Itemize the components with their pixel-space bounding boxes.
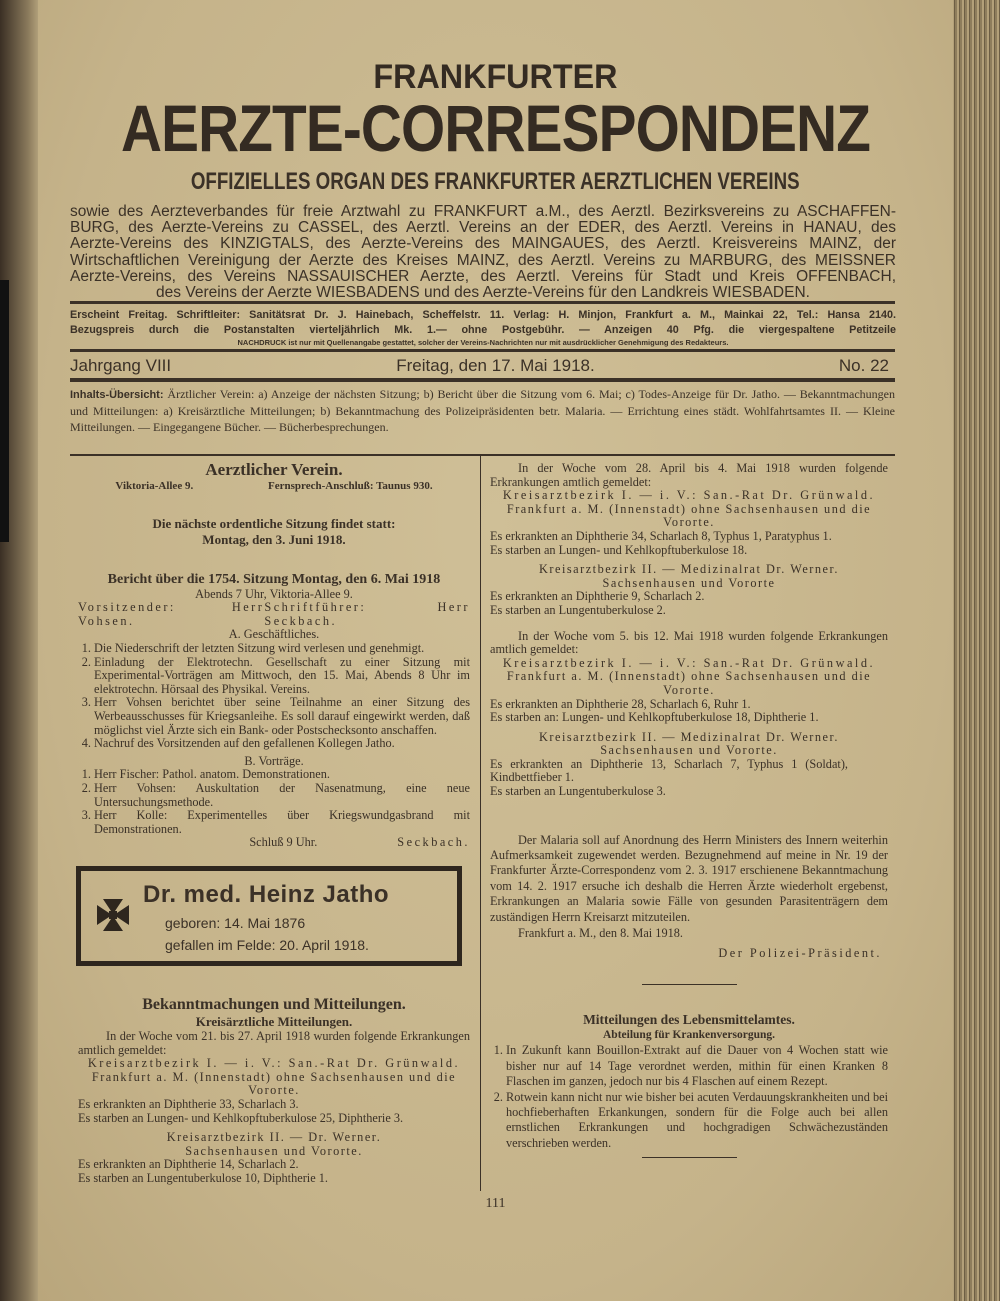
cases: Es erkrankten an Diphtherie 34, Scharlach 8, Typhus 1, Paratyphus 1. [490,528,832,543]
obituary-box [76,866,462,966]
section-heading: Aerztlicher Verein. [205,460,343,479]
paragraph: In der Woche vom 21. bis 27. April 1918 wurden folgende Erkrankungen amtlich gemeldet: [78,1029,470,1057]
imprint [70,308,896,348]
list-item: 2. Rotwein kann nicht nur wie bisher bei acuten Verdauungskrankheiten und bei hochfieberhaften Erkankungen, sondern für die Folge auch bei allen ernstlichen Erkrankungen und hochgradigen Schwächezuständen verschrieben werden. [506,1090,888,1152]
obituary-born: geboren: 14. Mai 1876 [165,915,306,931]
divider [70,349,895,352]
contents-text: Ärztlicher Verein: a) Anzeige der nächsten Sitzung; b) Bericht über die Sitzung vom 6. Mai; c) Todes-Anzeige für Dr. Jatho. — Bekanntmachungen und Mitteilungen: a) Kreisärztliche Mitteilungen; b) Bekanntmachung des Polizeipräsidenten betr. Malaria. — Errichtung eines städt. Wohlfahrtsamtes II. — Kleine Mitteilungen. — Eingegangene Bücher. — Bücherbesprechungen. [70,387,896,434]
affiliation-line: sowie des Aerzteverbandes für freie Arztwahl zu FRANKFURT a.M., des Aerztl. Bezirksvereins zu ASCHAFFEN- [70,203,896,220]
deaths: Es starben an Lungen- und Kehlkopftuberkulose 25, Diphtherie 3. [78,1110,404,1125]
area: Frankfurt a. M. (Innenstadt) ohne Sachsenhausen und die Vororte. [506,501,872,530]
imprint-line: Bezugspreis durch die Postanstalten vierteljährlich Mk. 1.— ohne Postgebühr. — Anzeigen 40 Pfg. die viergespaltene Petitzeile [70,324,896,336]
cases: Es erkrankten an Diphtherie 9, Scharlach 2. [490,589,705,604]
area: Frankfurt a. M. (Innenstadt) ohne Sachsenhausen und die Vororte. [91,1069,457,1098]
list-item: 3. Herr Kolle: Experimentelles über Kriegswundgasbrand mit Demonstrationen. [94,809,470,836]
affiliations [70,204,896,301]
paragraph: In der Woche vom 28. April bis 4. Mai 1918 wurden folgende Erkrankungen amtlich gemeldet: [490,461,888,489]
obituary-fallen: gefallen im Felde: 20. April 1918. [165,937,369,953]
affiliation-line: BURG, des Aerzte-Vereins zu CASSEL, des Aerztl. Vereins an der EDER, des Aerztl. Vereins in HANAU, des [70,219,896,237]
page-tab [0,280,9,542]
page-number: 111 [485,1196,506,1211]
contents-label: Inhalts-Übersicht: [70,389,164,401]
right-column [490,462,888,1158]
imprint-line: NACHDRUCK ist nur mit Quellenangabe gestattet, solcher der Vereins-Nachrichten nur mit ausdrücklicher Genehmigung des Redakteurs. [237,338,729,347]
issue-number: No. 22 [838,356,889,375]
chairman: Vorsitzender: Herr Vohsen. [78,600,265,628]
list-item: 3. Herr Vohsen berichtet über seine Teilnahme an einer Sitzung des Werbeausschusses für Kriegsanleihe. Es soll darauf eingewirkt werden, daß möglichst viel Ärzte sich ein Bank- oder Postschecksonto anschaffen. [94,696,470,737]
cases: Es erkrankten an Diphtherie 33, Scharlach 3. [78,1096,299,1111]
notice-signature: Der Polizei-Präsident. [718,945,882,960]
district: Kreisarztbezirk II. — Dr. Werner. Sachsenhausen und Vororte. [166,1130,382,1158]
section-heading: Bekanntmachungen und Mitteilungen. [142,996,406,1013]
left-column [78,460,470,850]
table-of-contents [70,386,895,435]
affiliation-line: Aerzte-Vereins, des Vereins NASSAUISCHER Aerzte, des Aerztl. Vereins für Stadt und Kreis OFFENBACH, [70,267,896,285]
notice-date: Frankfurt a. M., den 8. Mai 1918. [518,926,683,941]
deaths: Es starben an Lungentuberkulose 3. [490,784,666,799]
divider [70,454,895,456]
announcements [78,996,470,1186]
list-item: 4. Nachruf des Vorsitzenden auf den gefallenen Kollegen Jatho. [94,737,470,751]
list-item: 1. In Zukunft kann Bouillon-Extrakt auf die Dauer von 4 Wochen statt wie bisher nur auf 14 Tage verordnet werden, mithin für einen Kranken 8 Flaschen im ganzen, jedoch nur bis 4 Flaschen auf einem Rezept. [506,1043,888,1089]
divider [70,301,895,304]
subsection-heading: Kreisärztliche Mitteilungen. [195,1014,353,1029]
divider [642,1157,737,1158]
masthead-subtitle: OFFIZIELLES ORGAN DES FRANKFURTER AERZTLICHEN VEREINS [191,168,800,195]
subsection-heading: B. Vorträge. [244,753,304,768]
phone: Fernsprech-Anschluß: Taunus 930. [268,480,433,492]
affiliation-line: Wirtschaftlichen Vereinigung der Aerzte des Kreises MAINZ, des Aerztl. Vereins zu MARBURG, des MEISSNER [70,251,896,269]
report-time: Abends 7 Uhr, Viktoria-Allee 9. [195,586,353,601]
obituary-name: Dr. med. Heinz Jatho [143,881,390,908]
district: Kreisarztbezirk II. — Medizinalrat Dr. Werner. Sachsenhausen und Vororte [539,562,839,590]
list-item: 2. Herr Vohsen: Auskultation der Nasenatmung, eine neue Untersuchungsmethode. [94,782,470,809]
meeting-date: Montag, den 3. Juni 1918. [202,531,346,547]
district: Kreisarztbezirk I. — i. V.: San.-Rat Dr. Grünwald. [502,655,876,670]
volume: Jahrgang VIII [70,356,172,375]
secretary: Schriftführer: Herr Seckbach. [264,600,470,628]
book-page-edges [950,0,1000,1301]
divider [70,378,895,382]
subsection-heading: Abteilung für Krankenversorgung. [603,1029,775,1042]
cases: Es erkrankten an Diphtherie 28, Scharlach 6, Ruhr 1. [490,696,751,711]
deaths: Es starben an Lungentuberkulose 2. [490,602,666,617]
book-binding-left [0,0,40,1301]
list-item: 1. Die Niederschrift der letzten Sitzung wird verlesen und genehmigt. [94,642,470,656]
masthead-top: FRANKFURTER [373,58,618,96]
affiliation-line: Aerzte-Vereins des KINZIGTALS, des Aerzte-Vereins des MAINGAUES, des Aerztl. Kreisvereins MAINZ, der [70,235,896,253]
report-heading: Bericht über die 1754. Sitzung Montag, den 6. Mai 1918 [107,571,441,587]
subsection-heading: A. Geschäftliches. [228,627,320,642]
district: Kreisarztbezirk II. — Medizinalrat Dr. Werner. Sachsenhausen und Vororte. [539,729,839,758]
district: Kreisarztbezirk I. — i. V.: San.-Rat Dr. Grünwald. [502,488,876,503]
district: Kreisarztbezirk I. — i. V.: San.-Rat Dr. Grünwald. [87,1056,461,1071]
signature: Seckbach. [397,835,470,850]
address: Viktoria-Allee 9. [115,480,194,492]
deaths: Es starben an Lungentuberkulose 10, Diphtherie 1. [78,1170,328,1185]
list-item: 1. Herr Fischer: Pathol. anatom. Demonstrationen. [94,768,470,782]
cases: Es erkrankten an Diphtherie 13, Scharlach 7, Typhus 1 (Soldat), Kindbettfieber 1. [490,756,848,785]
masthead-title: AERZTE-CORRESPONDENZ [120,91,871,165]
newspaper-page [38,0,953,1301]
affiliation-line: des Vereins der Aerzte WIESBADENS und des Aerzte-Vereins für den Landkreis WIESBADEN. [156,284,810,302]
section-heading: Mitteilungen des Lebensmittelamtes. [583,1012,795,1028]
issue-date: Freitag, den 17. Mai 1918. [396,356,595,375]
column-divider [480,456,481,1191]
iron-cross-icon [95,897,131,933]
divider [642,984,737,985]
malaria-notice: Der Malaria soll auf Anordnung des Herrn Ministers des Innern weiterhin Aufmerksamkeit zugewendet werden. Bezugnehmend auf meine in Nr. 19 der Frankfurter Ärzte-Correspondenz vom 2. 3. 1917 erschienene Bekanntmachung vom 14. 2. 1917 ersuche ich deshalb die Herren Ärzte wiederholt ergebenst, Erkrankungen an Malaria sowie Fälle von gesunden Parasitenträgern dem zuständigen Herrn Kreisarzt mitzuteilen. [490,832,888,924]
paragraph: In der Woche vom 5. bis 12. Mai 1918 wurden folgende Erkrankungen amtlich gemeldet: [490,628,888,657]
list-item: 2. Einladung der Elektrotechn. Gesellschaft zu einer Sitzung mit Experimental-Vorträgen am Mittwoch, den 15. Mai, Abends 8 Uhr im elektrotechn. Hörsaal des Physikal. Vereins. [94,656,470,697]
imprint-line: Erscheint Freitag. Schriftleiter: Sanitätsrat Dr. J. Hainebach, Scheffelstr. 11. Verlag: H. Minjon, Frankfurt a. M., Mainkai 22, Tel.: Hansa 2140. [70,309,896,321]
deaths: Es starben an Lungen- und Kehlkopftuberkulose 18. [490,542,748,557]
cases: Es erkrankten an Diphtherie 14, Scharlach 2. [78,1157,299,1172]
deaths: Es starben an: Lungen- und Kehlkopftuberkulose 18, Diphtherie 1. [490,710,819,725]
closing-time: Schluß 9 Uhr. [249,835,318,850]
area: Frankfurt a. M. (Innenstadt) ohne Sachsenhausen und die Vororte. [506,669,872,697]
meeting-notice: Die nächste ordentliche Sitzung findet statt: [152,515,396,531]
